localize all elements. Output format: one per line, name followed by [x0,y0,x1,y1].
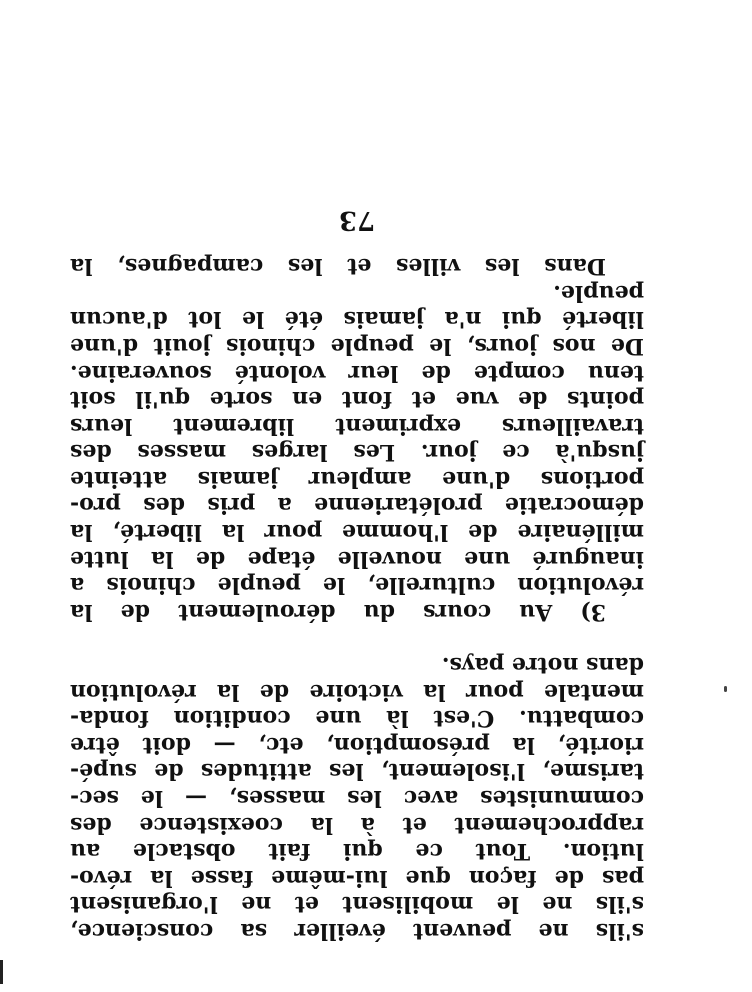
scan-speck [724,686,727,692]
text-line: pas de façon que lui-même fasse la révo- [70,864,644,891]
paragraph-1 [70,651,644,944]
paragraph-spacer [70,625,644,652]
text-line: travailleurs expriment librement leurs [70,412,644,439]
text-line: inauguré une nouvelle étape de la lutte [70,545,644,572]
text-line: liberté qui n'a jamais été le lot d'aucun [70,306,644,333]
text-line: millénaire de l'homme pour la liberté, la [70,519,644,546]
page-number: 73 [338,204,376,235]
text-line: 3) Au cours du déroulement de la [70,598,606,625]
text-line: démocratie prolétarienne a pris des pro- [70,492,644,519]
text-line: Dans les villes et les campagnes, la [70,253,606,280]
text-line: riorité, la présomption, etc, — doit être [70,731,644,758]
text-line: portions d'une ampleur jamais atteinte [70,465,644,492]
text-line: rapprochement et à la coexistence des [70,811,644,838]
paragraph-3 [70,253,644,280]
text-line: dans notre pays. [441,652,644,679]
text-line: s'ils ne le mobilisent et ne l'organisent [70,891,644,918]
text-line: tarisme, l'isolement, les attitudes de supé- [70,758,644,785]
text-line: De nos jours, le peuple chinois jouit d'une [70,332,644,359]
text-line: mentale pour la victoire de la révolution [70,678,644,705]
text-line: révolution culturelle, le peuple chinois a [70,572,644,599]
text-line: communistes avec les masses, — le sec- [70,785,644,812]
page-text-body [70,206,644,944]
text-line: combattu. C'est là une condition fonda- [70,705,644,732]
text-line: s'ils ne peuvent éveiller sa conscience, [70,918,644,944]
text-line: peuple. [553,279,644,306]
text-line: jusqu'à ce jour. Les larges masses des [70,439,644,466]
text-line: lution. Tout ce qui fait obstacle au [70,838,644,865]
paragraph-2 [70,279,644,625]
text-line: tenu compte de leur volonté souveraine. [70,359,644,386]
scan-edge-mark [0,960,3,984]
text-line: points de vue et font en sorte qu'il soit [70,386,644,413]
